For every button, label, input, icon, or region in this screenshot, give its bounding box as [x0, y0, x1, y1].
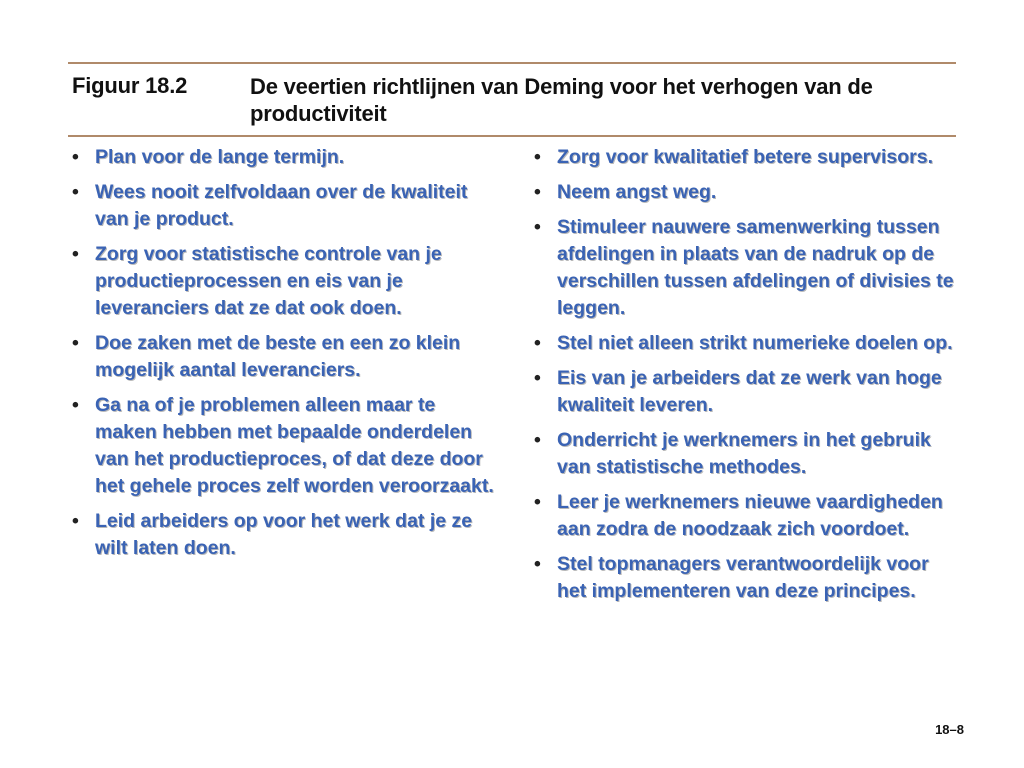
list-item: [534, 427, 954, 481]
list-item-text: Zorg voor statistische controle van je productieprocessen en eis van je leveranciers dat ze dat ook doen.: [95, 243, 442, 319]
header-top-rule: [68, 62, 956, 64]
list-item: [72, 179, 502, 233]
list-item-text: Ga na of je problemen alleen maar te maken hebben met bepaalde onderdelen van het productieproces, of dat deze door het gehele proces zelf worden veroorzaakt.: [95, 394, 494, 497]
list-item: [534, 214, 954, 322]
bullet-icon: •: [534, 367, 541, 389]
list-item-text: Plan voor de lange termijn.: [95, 146, 345, 168]
list-item: [72, 392, 502, 500]
bullet-icon: •: [534, 332, 541, 354]
list-item-text: Doe zaken met de beste en een zo klein mogelijk aantal leveranciers.: [95, 332, 461, 381]
list-item-text: Stel niet alleen strikt numerieke doelen op.: [557, 332, 953, 354]
list-item-text: Neem angst weg.: [557, 181, 717, 203]
bullet-icon: •: [534, 216, 541, 238]
bullet-icon: •: [72, 146, 79, 168]
list-item: [72, 330, 502, 384]
figure-title: De veertien richtlijnen van Deming voor het verhogen van de productiviteit: [250, 74, 873, 126]
list-item: [534, 179, 954, 206]
bullet-icon: •: [534, 146, 541, 168]
bullet-icon: •: [72, 510, 79, 532]
list-item: [534, 551, 954, 605]
list-item: [72, 241, 502, 322]
list-item-text: Stel topmanagers verantwoordelijk voor het implementeren van deze principes.: [557, 553, 929, 602]
list-item-text: Onderricht je werknemers in het gebruik van statistische methodes.: [557, 429, 931, 478]
list-item: [534, 365, 954, 419]
list-item-text: Wees nooit zelfvoldaan over de kwaliteit van je product.: [95, 181, 468, 230]
list-item-text: Leid arbeiders op voor het werk dat je ze wilt laten doen.: [95, 510, 473, 559]
bullet-icon: •: [72, 394, 79, 416]
left-bullet-list: [72, 144, 502, 570]
bullet-icon: •: [72, 243, 79, 265]
list-item-text: Zorg voor kwalitatief betere supervisors.: [557, 146, 934, 168]
bullet-icon: •: [72, 181, 79, 203]
bullet-icon: •: [534, 429, 541, 451]
list-item: [72, 144, 502, 171]
bullet-icon: •: [72, 332, 79, 354]
bullet-icon: •: [534, 553, 541, 575]
right-bullet-list: [534, 144, 954, 613]
list-item: [534, 330, 954, 357]
header-bottom-rule: [68, 135, 956, 137]
page-number: 18–8: [935, 722, 964, 737]
list-item-text: Stimuleer nauwere samenwerking tussen afdelingen in plaats van de nadruk op de verschillen tussen afdelingen of divisies te leggen.: [557, 216, 954, 319]
list-item: [72, 508, 502, 562]
figure-label: Figuur 18.2: [72, 73, 188, 98]
list-item-text: Leer je werknemers nieuwe vaardigheden aan zodra de noodzaak zich voordoet.: [557, 491, 943, 540]
bullet-icon: •: [534, 491, 541, 513]
list-item-text: Eis van je arbeiders dat ze werk van hoge kwaliteit leveren.: [557, 367, 942, 416]
list-item: [534, 144, 954, 171]
list-item: [534, 489, 954, 543]
bullet-icon: •: [534, 181, 541, 203]
